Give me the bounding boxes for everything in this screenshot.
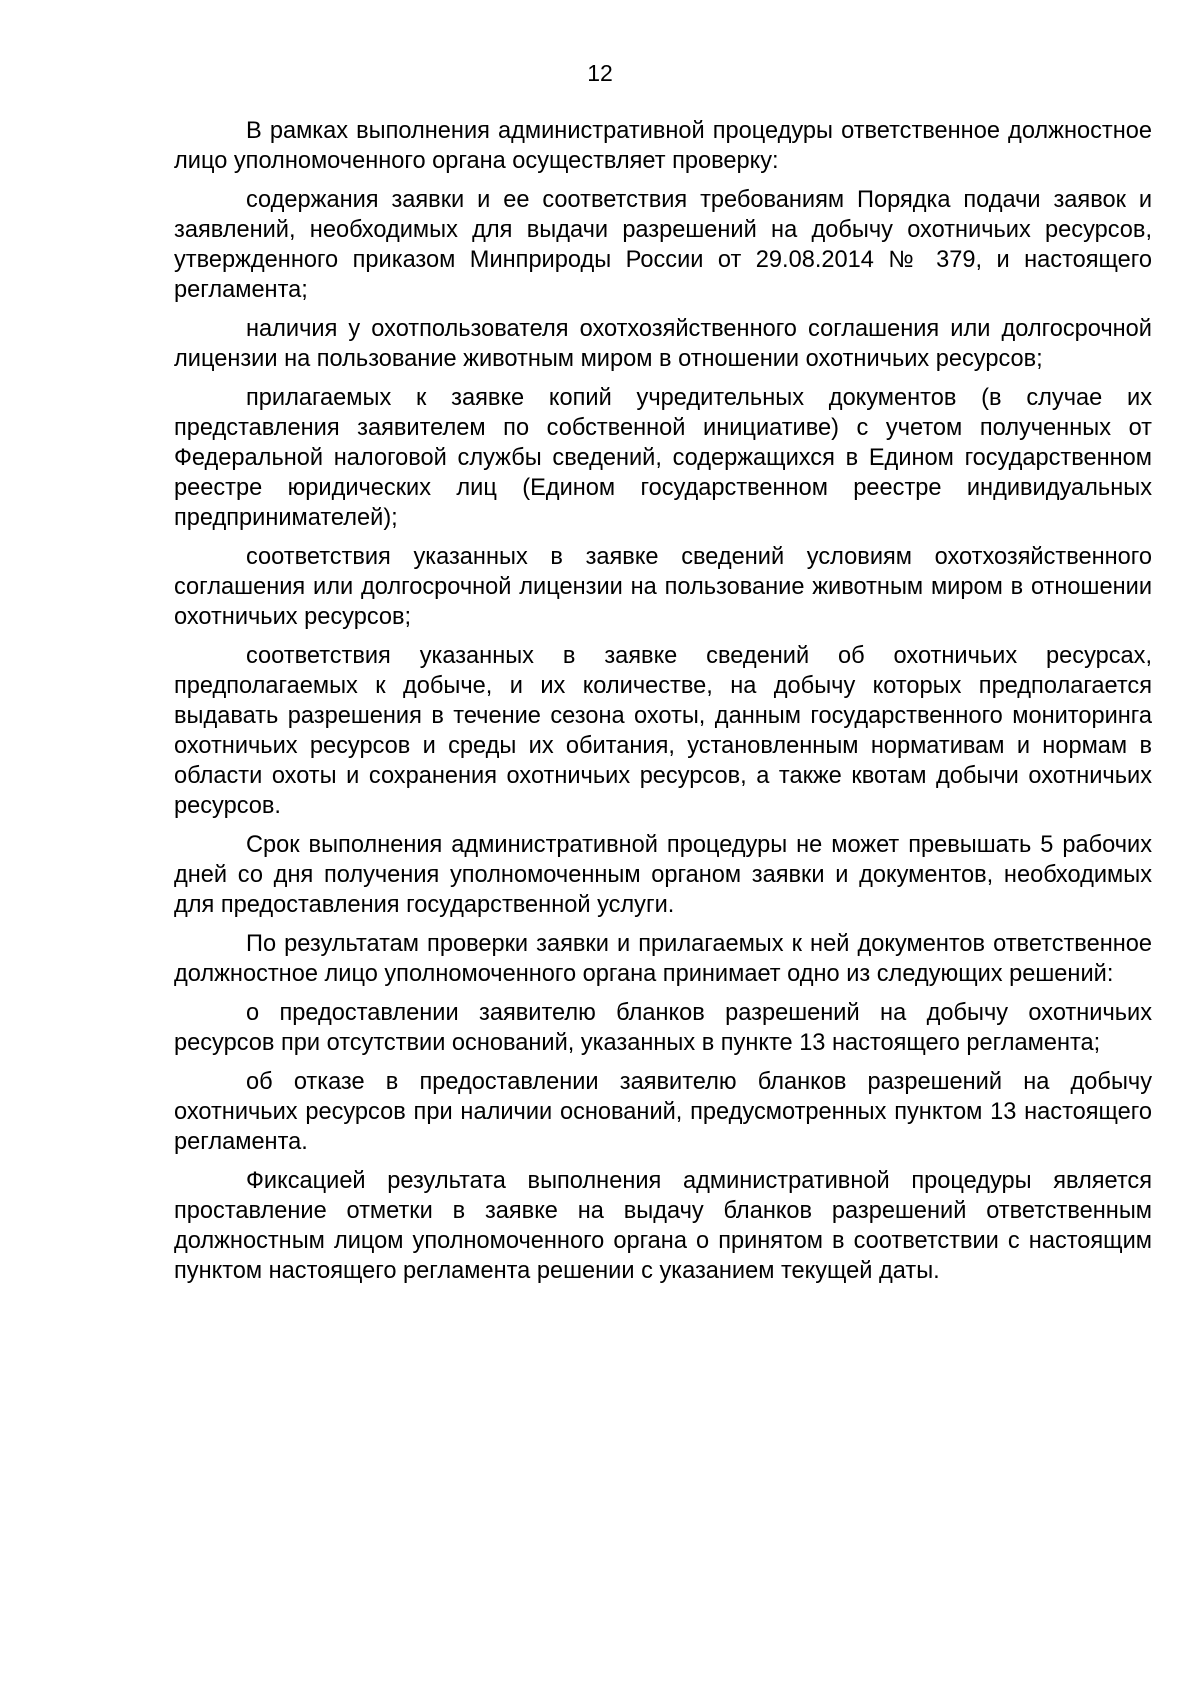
paragraph-monitoring-data: соответствия указанных в заявке сведений об охотничьих ресурсах, предполагаемых к добыче, и их количестве, на добычу которых предполагается выдавать разрешения в течение сезона охоты, данным государственного мониторинга охотничьих ресурсов и среды их обитания, установленным нормативам и нормам в области охоты и сохранения охотничьих ресурсов, а также квотам добычи охотничьих ресурсов. — [174, 643, 1152, 819]
paragraph-verification-intro: В рамках выполнения административной процедуры ответственное должностное лицо уполномоченного органа осуществляет проверку: — [174, 118, 1152, 174]
paragraph-agreement-conditions: соответствия указанных в заявке сведений условиям охотхозяйственного соглашения или долгосрочной лицензии на пользование животным миром в отношении охотничьих ресурсов; — [174, 544, 1152, 630]
paragraph-decision-grant: о предоставлении заявителю бланков разрешений на добычу охотничьих ресурсов при отсутствии оснований, указанных в пункте 13 настоящего регламента; — [174, 1000, 1152, 1056]
paragraph-founding-documents: прилагаемых к заявке копий учредительных документов (в случае их представления заявителем по собственной инициативе) с учетом полученных от Федеральной налоговой службы сведений, содержащихся в Едином государственном реестре юридических лиц (Едином государственном реестре индивидуальных предпринимателей); — [174, 385, 1152, 531]
paragraph-result-fixation: Фиксацией результата выполнения административной процедуры является проставление отметки в заявке на выдачу бланков разрешений ответственным должностным лицом уполномоченного органа о принятом в соответствии с настоящим пунктом настоящего регламента решении с указанием текущей даты. — [174, 1168, 1152, 1284]
document-body — [174, 116, 1152, 1295]
page-number: 12 — [587, 60, 613, 86]
paragraph-decision-refusal: об отказе в предоставлении заявителю бланков разрешений на добычу охотничьих ресурсов при наличии оснований, предусмотренных пунктом 13 настоящего регламента. — [174, 1069, 1152, 1155]
paragraph-deadline: Срок выполнения административной процедуры не может превышать 5 рабочих дней со дня получения уполномоченным органом заявки и документов, необходимых для предоставления государственной услуги. — [174, 832, 1152, 918]
paragraph-hunting-agreement: наличия у охотпользователя охотхозяйственного соглашения или долгосрочной лицензии на пользование животным миром в отношении охотничьих ресурсов; — [174, 316, 1152, 372]
paragraph-application-content: содержания заявки и ее соответствия требованиям Порядка подачи заявок и заявлений, необходимых для выдачи разрешений на добычу охотничьих ресурсов, утвержденного приказом Минприроды России от 29.08.2014 № 379, и настоящего регламента; — [174, 187, 1152, 303]
paragraph-decisions-intro: По результатам проверки заявки и прилагаемых к ней документов ответственное должностное лицо уполномоченного органа принимает одно из следующих решений: — [174, 931, 1152, 987]
